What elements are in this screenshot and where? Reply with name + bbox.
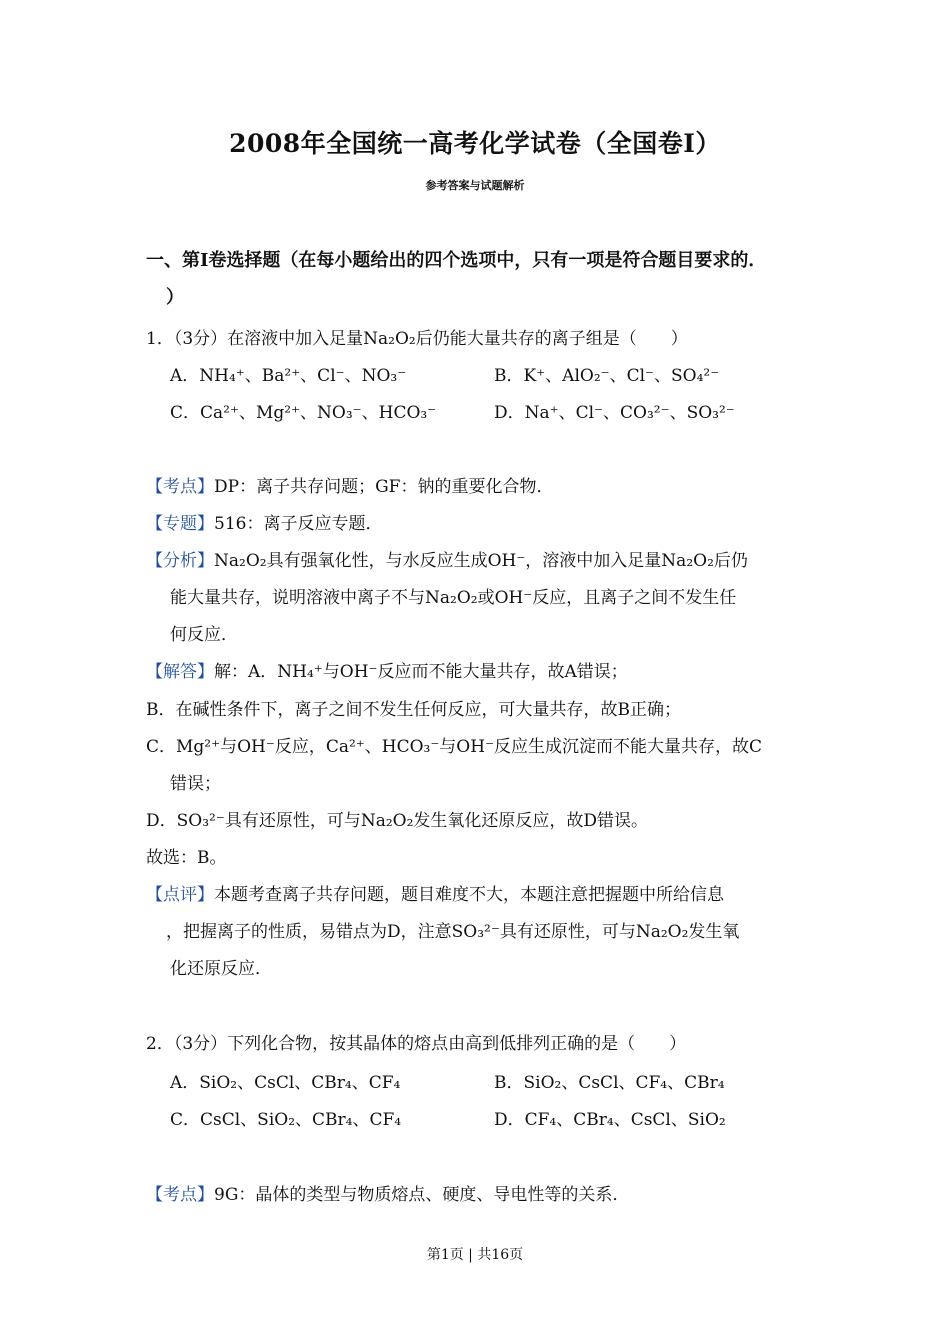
q2-kaodian — [146, 1180, 629, 1205]
jieda-text-6: 故选：B。 — [146, 848, 227, 868]
jieda-text-3: C．Mg²⁺与OH⁻反应，Ca²⁺、HCO₃⁻与OH⁻反应生成沉淀而不能大量共存，故C — [146, 737, 763, 757]
fenxi-tag: 【分析】 — [146, 551, 214, 571]
q1-dianping — [146, 880, 724, 905]
kaodian-tag: 【考点】 — [146, 477, 214, 497]
jieda-text-5: D．SO₃²⁻具有还原性，可与Na₂O₂发生氧化还原反应，故D错误。 — [146, 811, 649, 831]
q1-option-c: C．Ca²⁺、Mg²⁺、NO₃⁻、HCO₃⁻ — [170, 403, 437, 423]
fenxi-text-2: 能大量共存，说明溶液中离子不与Na₂O₂或OH⁻反应，且离子之间不发生任 — [170, 588, 737, 608]
section-heading-continued: ） — [166, 287, 184, 308]
fenxi-text-3: 何反应． — [170, 625, 238, 645]
q1-option-a: A．NH₄⁺、Ba²⁺、Cl⁻、NO₃⁻ — [170, 366, 407, 386]
dianping-text-1: 本题考查离子共存问题，题目难度不大，本题注意把握题中所给信息 — [214, 885, 724, 905]
q1-stem: 1．（3分）在溶液中加入足量Na₂O₂后仍能大量共存的离子组是（ ） — [146, 329, 688, 349]
q1-option-b: B．K⁺、AlO₂⁻、Cl⁻、SO₄²⁻ — [494, 366, 720, 386]
q1-kaodian — [146, 472, 553, 497]
document-title: 2008年全国统一高考化学试卷（全国卷I） — [229, 129, 721, 158]
fenxi-text-1: Na₂O₂具有强氧化性，与水反应生成OH⁻，溶液中加入足量Na₂O₂后仍 — [214, 551, 748, 571]
q1-jieda — [146, 657, 628, 682]
zhuanti-text: 516：离子反应专题． — [214, 514, 383, 534]
section-heading: 一、第I卷选择题（在每小题给出的四个选项中，只有一项是符合题目要求的． — [146, 250, 767, 271]
q1-fenxi — [146, 546, 748, 571]
page-footer: 第1页 | 共16页 — [426, 1247, 524, 1263]
q2-option-b: B．SiO₂、CsCl、CF₄、CBr₄ — [494, 1073, 725, 1093]
jieda-tag: 【解答】 — [146, 662, 214, 682]
q1-zhuanti — [146, 509, 382, 534]
kaodian-text: 9G：晶体的类型与物质熔点、硬度、导电性等的关系． — [214, 1185, 630, 1205]
kaodian-tag: 【考点】 — [146, 1185, 214, 1205]
q1-option-d: D．Na⁺、Cl⁻、CO₃²⁻、SO₃²⁻ — [494, 403, 735, 423]
jieda-text-4: 错误； — [170, 774, 221, 794]
q2-stem: 2．（3分）下列化合物，按其晶体的熔点由高到低排列正确的是（ ） — [146, 1034, 687, 1054]
dianping-text-2: ，把握离子的性质，易错点为D，注意SO₃²⁻具有还原性，可与Na₂O₂发生氧 — [166, 922, 740, 942]
document-subtitle: 参考答案与试题解析 — [425, 179, 525, 192]
jieda-text-2: B．在碱性条件下，离子之间不发生任何反应，可大量共存，故B正确； — [146, 700, 681, 720]
jieda-text-1: 解：A．NH₄⁺与OH⁻反应而不能大量共存，故A错误； — [214, 662, 628, 682]
kaodian-text: DP：离子共存问题；GF：钠的重要化合物． — [214, 477, 554, 497]
q2-option-a: A．SiO₂、CsCl、CBr₄、CF₄ — [170, 1073, 401, 1093]
q2-option-d: D．CF₄、CBr₄、CsCl、SiO₂ — [494, 1110, 726, 1130]
dianping-text-3: 化还原反应． — [170, 959, 272, 979]
q2-option-c: C．CsCl、SiO₂、CBr₄、CF₄ — [170, 1110, 402, 1130]
dianping-tag: 【点评】 — [146, 885, 214, 905]
zhuanti-tag: 【专题】 — [146, 514, 214, 534]
